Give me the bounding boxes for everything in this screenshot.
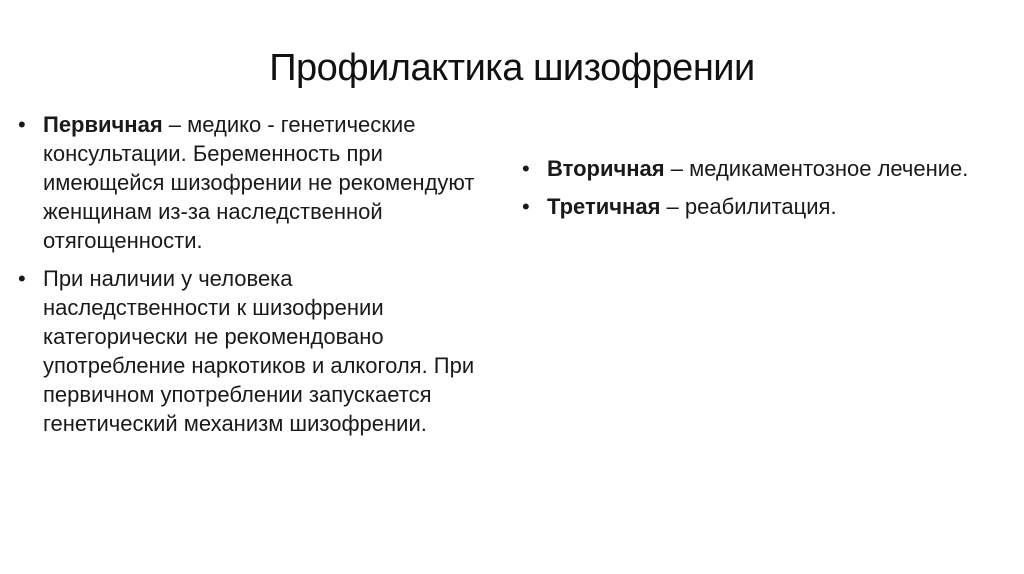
bullet-term: Вторичная: [547, 156, 665, 181]
bullet-item-tertiary: [520, 192, 970, 221]
bullet-icon: •: [18, 266, 26, 291]
bullet-icon: •: [522, 194, 530, 219]
bullet-item-secondary: [520, 154, 970, 183]
bullet-term: Третичная: [547, 194, 661, 219]
bullet-item-heredity: [16, 264, 486, 438]
bullet-icon: •: [18, 112, 26, 137]
right-column: [520, 154, 970, 230]
bullet-text: При наличии у человека наследственности к шизофрении категорически не рекомендовано употребление наркотиков и алкоголя. При первичном употреблении запускается генетический механизм шизофрении.: [43, 266, 475, 436]
slide-title: Профилактика шизофрении: [269, 47, 755, 89]
bullet-text: – медикаментозное лечение.: [664, 156, 969, 181]
bullet-icon: •: [522, 156, 530, 181]
left-column: [16, 110, 486, 447]
bullet-text: – медико - генетические консультации. Беременность при имеющейся шизофрении не рекомендуют женщинам из-за наследственной отягощенности.: [43, 112, 475, 253]
bullet-text: – реабилитация.: [660, 194, 837, 219]
bullet-term: Первичная: [43, 112, 163, 137]
bullet-item-primary: [16, 110, 486, 255]
